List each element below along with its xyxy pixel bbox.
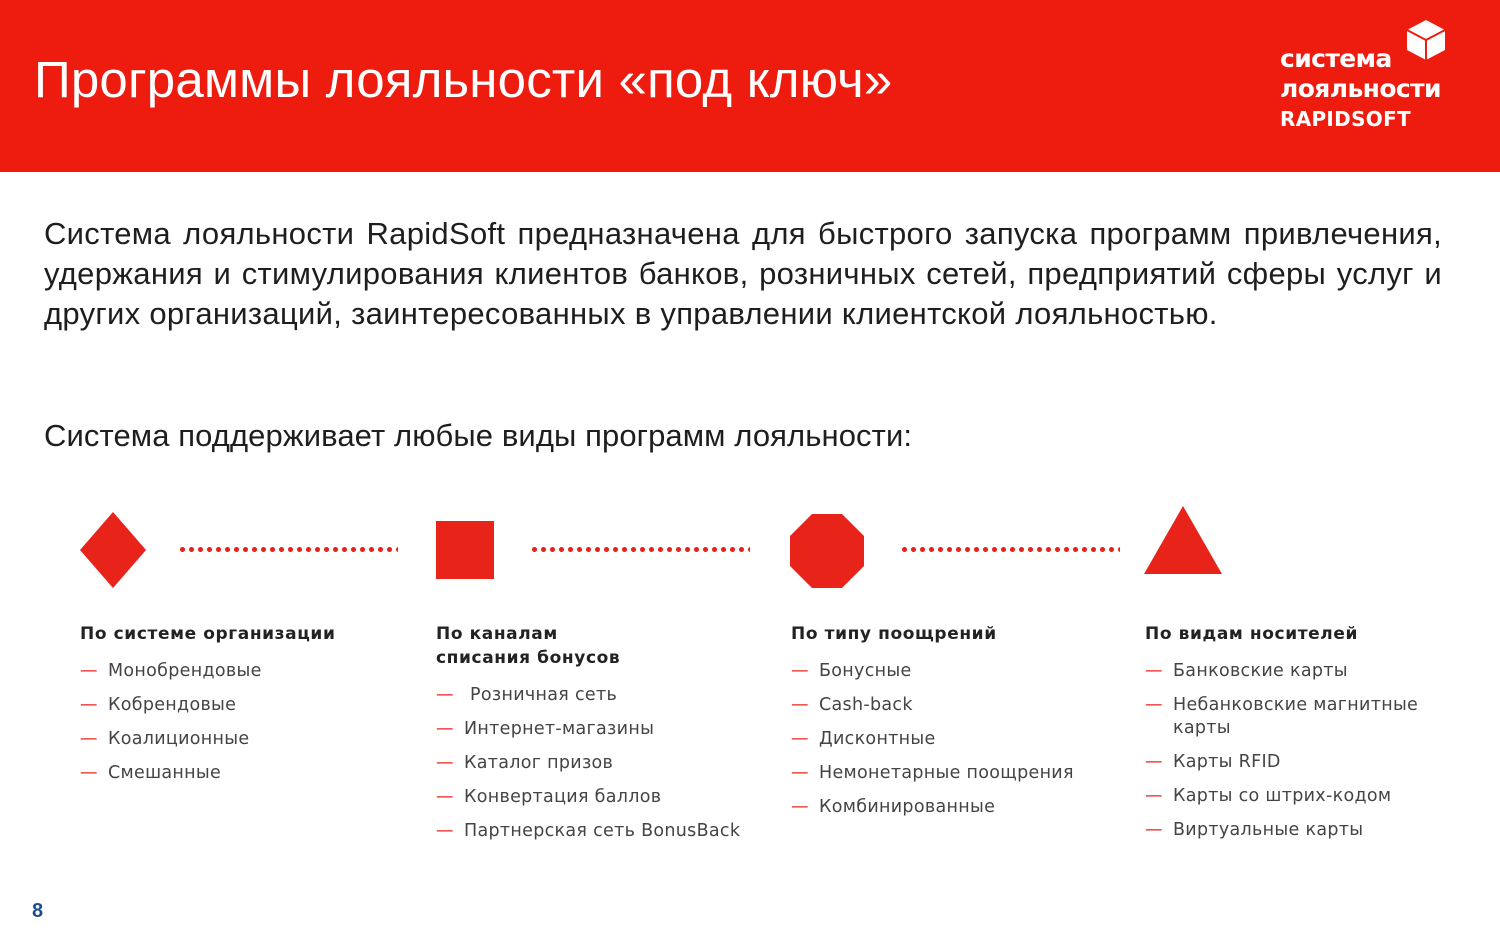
- logo-line-1: система: [1280, 44, 1392, 73]
- list-item: [791, 660, 1131, 683]
- list-item-label: Каталог призов: [464, 753, 614, 773]
- dash-marker: —: [436, 719, 454, 739]
- logo-line-3: RAPIDSOFT: [1280, 107, 1411, 131]
- list-item: [80, 728, 420, 751]
- list-item-label: Карты со штрих-кодом: [1173, 786, 1392, 806]
- logo-line-2: лояльности: [1280, 74, 1441, 103]
- brand-logo: [1280, 44, 1441, 134]
- column-list: [436, 684, 766, 843]
- column-list: [791, 660, 1131, 819]
- dotted-connector: [530, 547, 750, 552]
- dash-marker: —: [791, 661, 809, 681]
- dash-marker: —: [1145, 752, 1163, 772]
- list-item-label: Интернет-магазины: [464, 719, 655, 739]
- column-title: По каналам списания бонусов: [436, 624, 621, 668]
- dash-marker: —: [80, 729, 98, 749]
- list-item: [791, 728, 1131, 751]
- triangle-icon: [1144, 506, 1222, 574]
- list-item: [436, 718, 766, 741]
- dash-marker: —: [1145, 695, 1163, 715]
- dash-marker: —: [791, 695, 809, 715]
- column-list: [80, 660, 420, 785]
- column-reward-type: [791, 622, 1131, 830]
- list-item-label: Розничная сеть: [470, 685, 618, 705]
- dash-marker: —: [436, 821, 454, 841]
- list-item: [1145, 819, 1445, 842]
- list-item-label: Cash-back: [819, 695, 913, 715]
- list-item: [1145, 751, 1445, 774]
- column-list: [1145, 660, 1445, 842]
- list-item-label: Виртуальные карты: [1173, 820, 1364, 840]
- list-item: [791, 762, 1131, 785]
- dash-marker: —: [791, 763, 809, 783]
- intro-paragraph: Система лояльности RapidSoft предназначена для быстрого запуска программ привлечения, удержания и стимулирования клиентов банков, розничных сетей, предприятий сферы услуг и других организаций, заинтересованных в управлении клиентской лояльностью.: [44, 216, 1442, 331]
- supports-text: Система поддерживает любые виды программ лояльности:: [44, 418, 913, 453]
- dotted-connector: [900, 547, 1120, 552]
- octagon-icon: [790, 514, 864, 588]
- list-item: [436, 786, 766, 809]
- header-banner: [0, 0, 1500, 172]
- list-item: [80, 762, 420, 785]
- list-item-label: Кобрендовые: [108, 695, 237, 715]
- list-item: [791, 694, 1131, 717]
- dash-marker: —: [80, 763, 98, 783]
- list-item: [1145, 785, 1445, 808]
- list-item: [1145, 694, 1445, 740]
- list-item-label: Комбинированные: [819, 797, 996, 817]
- diamond-icon: [80, 512, 146, 588]
- list-item-label: Партнерская сеть BonusBack: [464, 821, 741, 841]
- list-item-label: Смешанные: [108, 763, 222, 783]
- page-title: Программы лояльности «под ключ»: [34, 51, 893, 108]
- dash-marker: —: [1145, 661, 1163, 681]
- page-number: 8: [32, 900, 44, 922]
- list-item-label: Небанковские магнитные карты: [1173, 695, 1419, 738]
- list-item-label: Монобрендовые: [108, 661, 262, 681]
- square-icon: [436, 521, 494, 579]
- list-item: [436, 684, 766, 707]
- list-item: [436, 820, 766, 843]
- list-item-label: Банковские карты: [1173, 661, 1348, 681]
- dash-marker: —: [1145, 786, 1163, 806]
- column-title: По системе организации: [80, 624, 336, 644]
- column-channels: [436, 622, 766, 854]
- dotted-connector: [178, 547, 398, 552]
- column-organization: [80, 622, 420, 796]
- list-item-label: Бонусные: [819, 661, 912, 681]
- dash-marker: —: [791, 797, 809, 817]
- list-item: [80, 660, 420, 683]
- list-item: [436, 752, 766, 775]
- list-item-label: Карты RFID: [1173, 752, 1281, 772]
- column-carriers: [1145, 622, 1445, 853]
- list-item: [1145, 660, 1445, 683]
- list-item-label: Коалиционные: [108, 729, 250, 749]
- dash-marker: —: [1145, 820, 1163, 840]
- column-title: По типу поощрений: [791, 624, 997, 644]
- dash-marker: —: [436, 685, 454, 705]
- dash-marker: —: [791, 729, 809, 749]
- list-item-label: Дисконтные: [819, 729, 936, 749]
- list-item: [791, 796, 1131, 819]
- dash-marker: —: [80, 695, 98, 715]
- column-title: По видам носителей: [1145, 624, 1358, 644]
- dash-marker: —: [436, 787, 454, 807]
- list-item-label: Немонетарные поощрения: [819, 763, 1074, 783]
- dash-marker: —: [436, 753, 454, 773]
- list-item: [80, 694, 420, 717]
- dash-marker: —: [80, 661, 98, 681]
- list-item-label: Конвертация баллов: [464, 787, 662, 807]
